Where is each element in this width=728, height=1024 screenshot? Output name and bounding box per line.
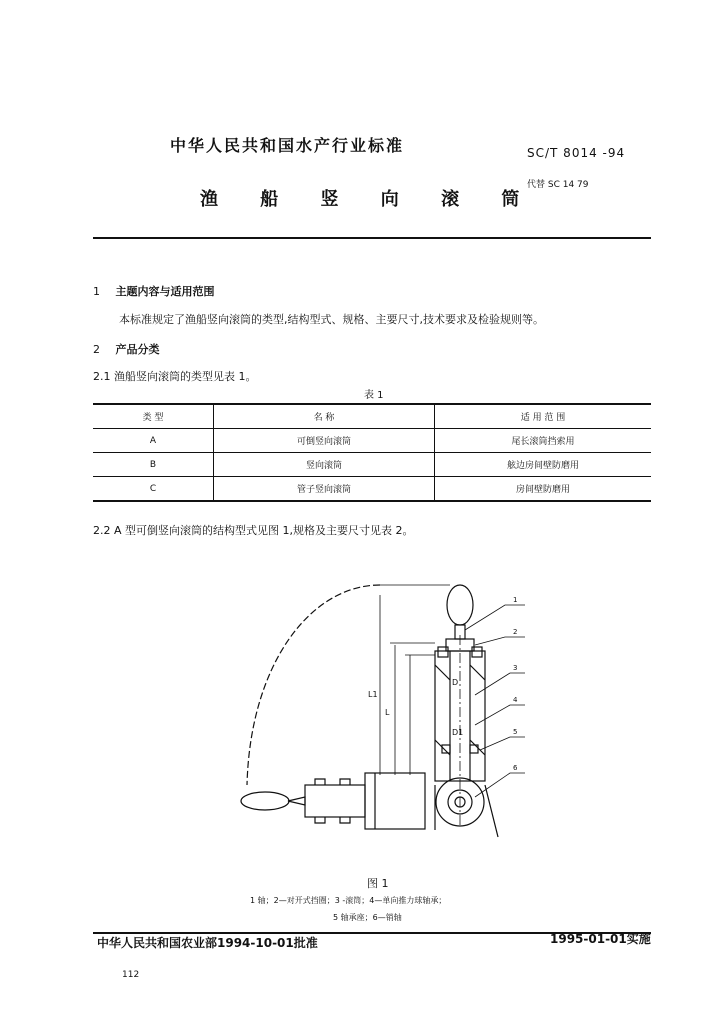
table-1-caption: 表 1 [364,390,384,401]
section-2-1: 2.1 渔船竖向滚筒的类型见表 1。 [93,370,257,383]
handle-ellipse [447,585,473,625]
cell-usage: 房间壁防磨用 [515,485,570,495]
section-2-heading [93,341,160,357]
dim-D1: D1 [452,728,464,737]
section-1-body: 本标准规定了渔船竖向滚筒的类型,结构型式、规格、主要尺寸,技术要求及检验规则等。 [119,313,544,326]
callout-3: 3 [513,664,518,672]
col-header-name: 名 称 [214,404,435,429]
col-header-usage: 适 用 范 围 [520,413,566,423]
callout-5: 5 [513,728,518,736]
col-header-type: 类 型 [93,404,214,429]
section-1-number: 1 [93,285,100,298]
table-1 [93,403,651,502]
cell-usage: 舷边房间壁防磨用 [506,461,579,471]
dim-L: L [385,708,390,717]
callout-2: 2 [513,628,518,636]
section-2-2: 2.2 A 型可倒竖向滚筒的结构型式见图 1,规格及主要尺寸见表 2。 [93,524,414,537]
figure-legend-line-1: 1 轴；2—对开式挡圈；3 -滚筒；4—单向推力球轴承； [250,896,447,905]
section-1-title: 主题内容与适用范围 [115,285,215,298]
cell-name: 可倒竖向滚筒 [214,429,435,453]
table-row [93,429,651,453]
effective-date: 1995-01-01实施 [550,932,651,946]
callout-1: 1 [513,596,518,604]
cell-type: B [93,453,214,477]
section-2-title: 产品分类 [115,343,160,356]
cell-name: 竖向滚筒 [214,453,435,477]
section-2-number: 2 [93,343,100,356]
table-row [93,453,651,477]
cell-name: 管子竖向滚筒 [214,477,435,502]
folded-handle [241,792,289,810]
dim-L1: L1 [368,690,378,699]
standard-code: SC/T 8014 -94 [527,146,626,160]
document-title: 渔 船 竖 向 滚 筒 [200,189,538,210]
replaces-note: 代替 SC 14 79 [527,180,589,190]
standard-name: 中华人民共和国水产行业标准 [170,136,405,155]
figure-legend-line-2: 5 轴承座；6—销轴 [333,913,402,922]
table-header-row [93,404,651,429]
swing-arc [247,585,380,785]
callout-4: 4 [513,696,518,704]
page-number: 112 [122,970,140,980]
figure-1-caption: 图 1 [367,877,389,890]
folded-roller [305,785,365,817]
section-1-heading [93,283,215,299]
header-rule [93,237,651,239]
dim-D: D [452,678,459,687]
table-row [93,477,651,502]
cell-type: A [93,429,214,453]
approval-note: 中华人民共和国农业部1994-10-01批准 [97,936,318,950]
cell-usage: 尾长滚筒挡索用 [511,437,575,447]
callout-6: 6 [513,764,518,772]
cell-type: C [93,477,214,502]
figure-1-drawing [230,575,540,845]
